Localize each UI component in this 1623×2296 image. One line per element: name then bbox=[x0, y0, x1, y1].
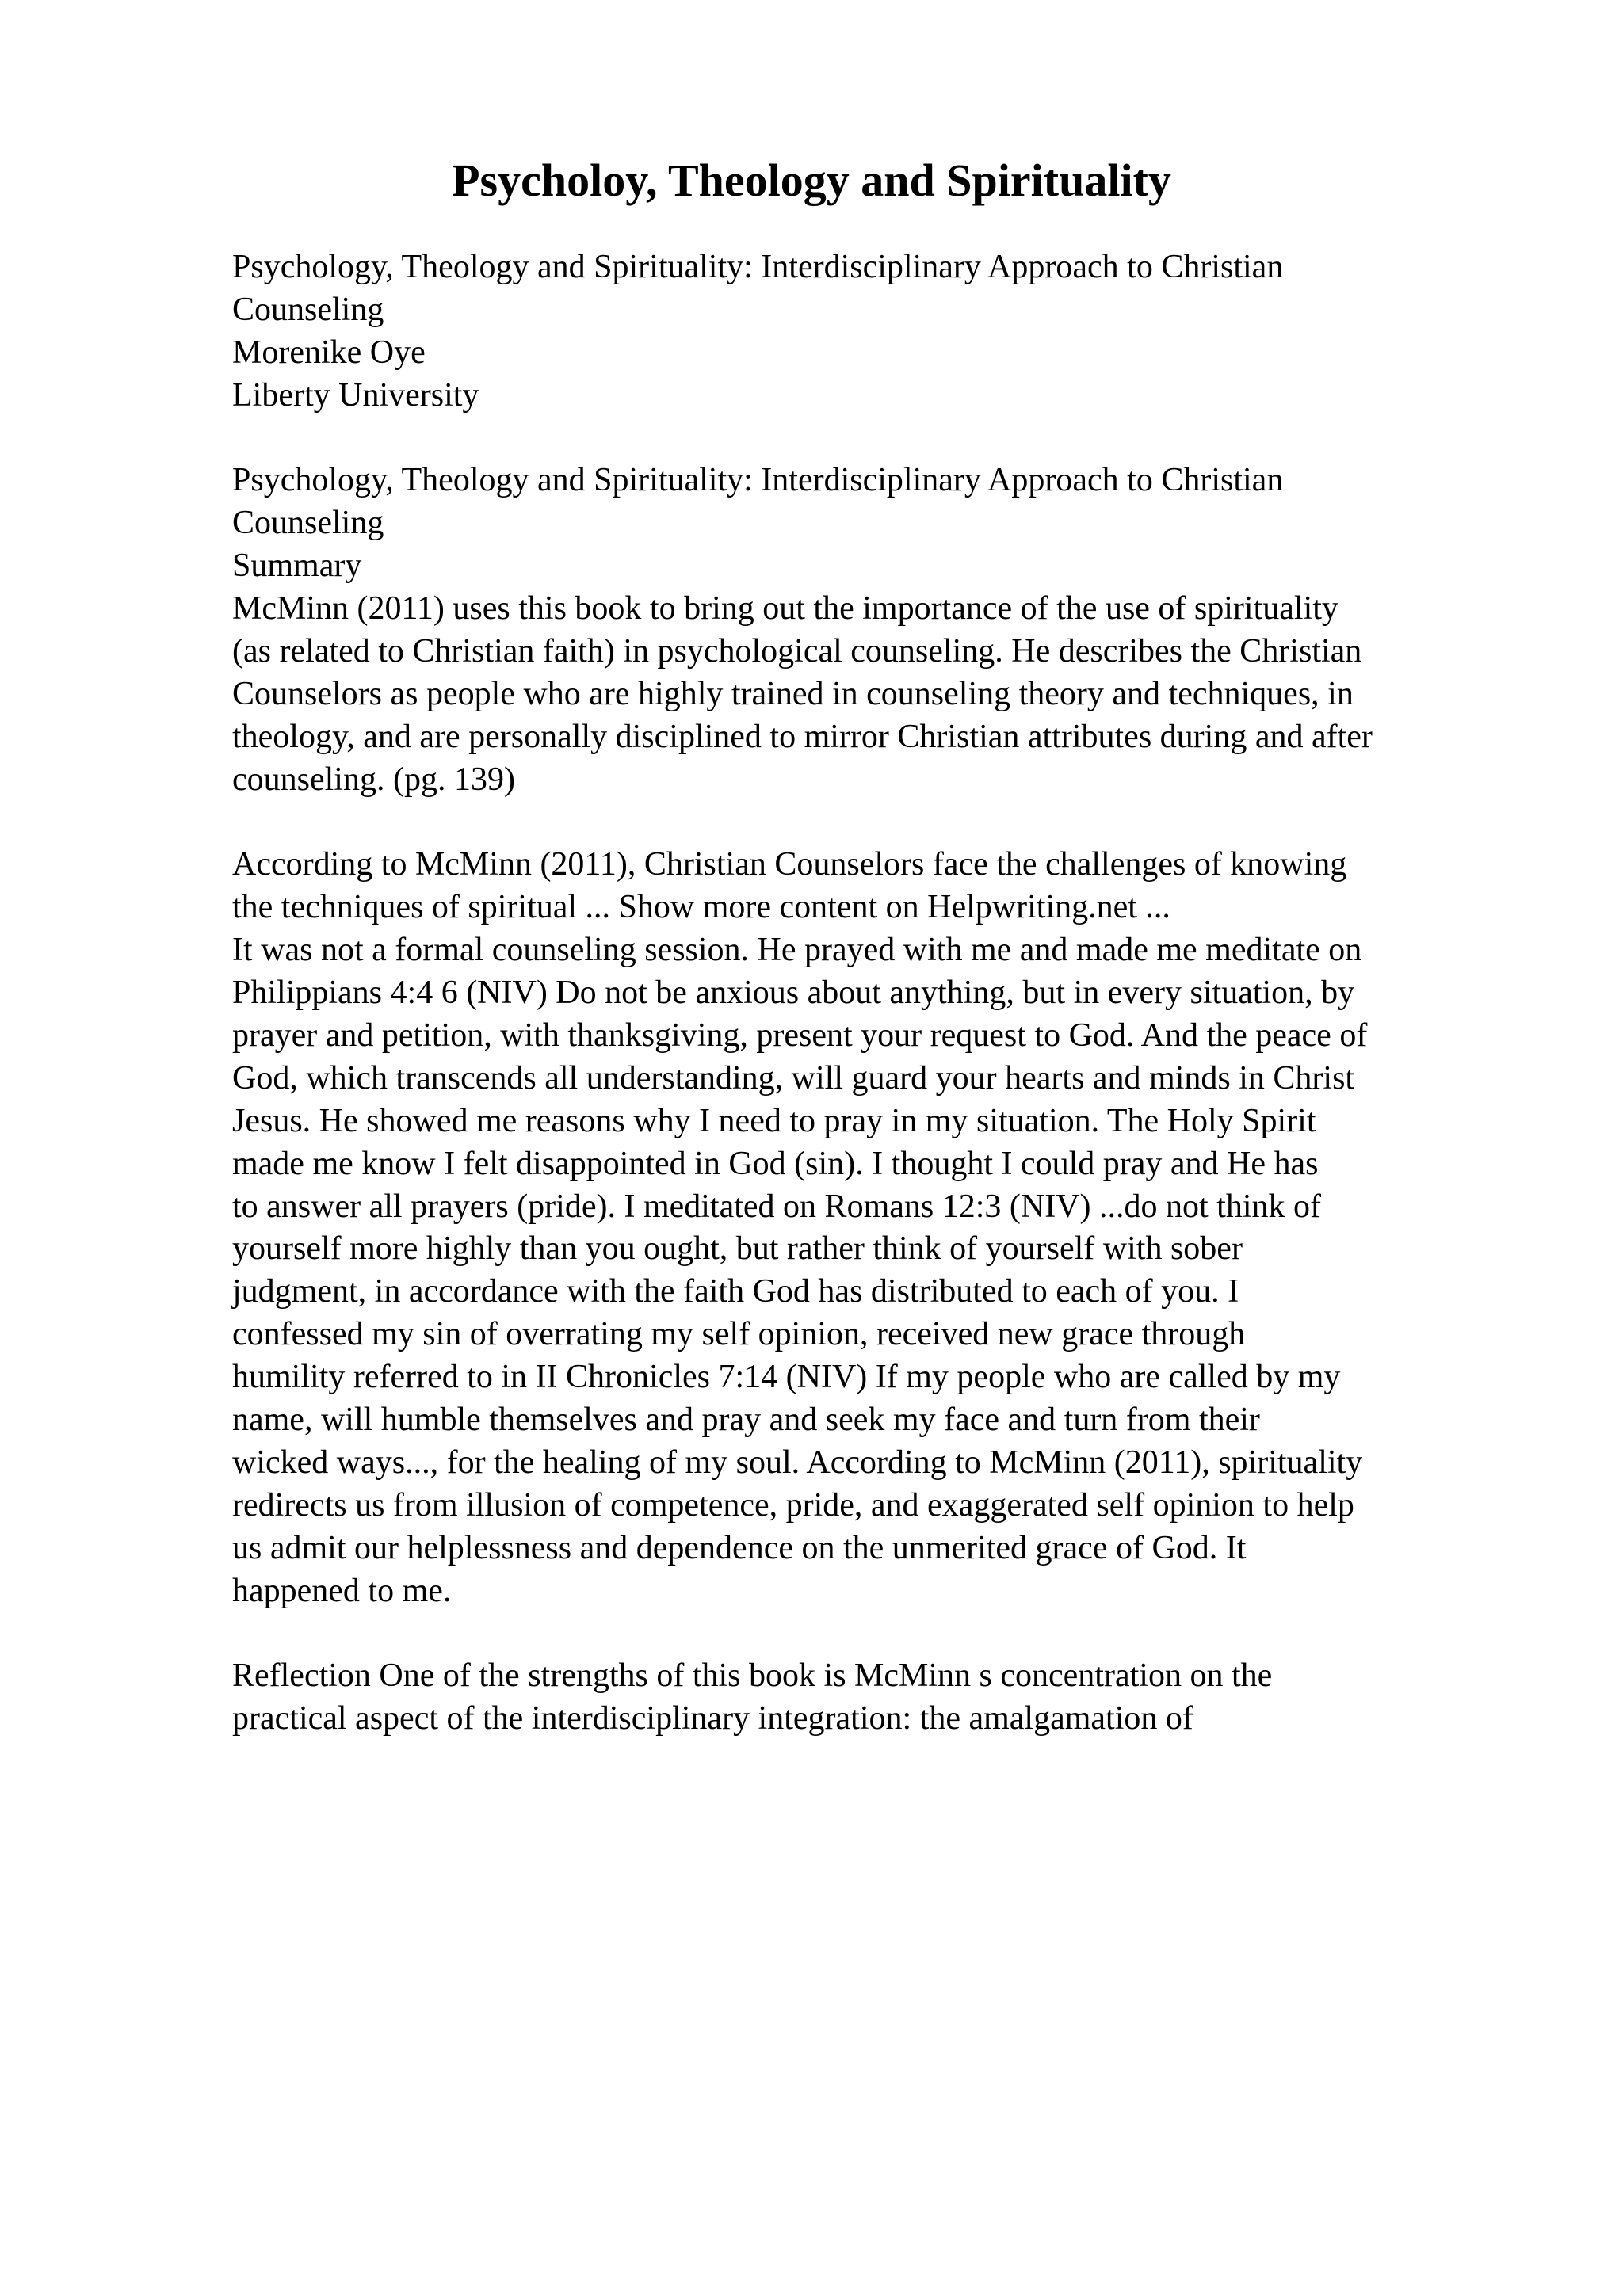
text-line: Summary bbox=[232, 547, 362, 585]
text-line: practical aspect of the interdisciplinary integration: the amalgamation of bbox=[232, 1700, 1193, 1737]
text-line: God, which transcends all understanding, will guard your hearts and minds in Christ bbox=[232, 1059, 1355, 1097]
text-line: Counselors as people who are highly trained in counseling theory and techniques, in bbox=[232, 675, 1354, 712]
text-line: Psychology, Theology and Spirituality: Interdisciplinary Approach to Christian bbox=[232, 462, 1284, 499]
text-line: prayer and petition, with thanksgiving, present your request to God. And the peace of bbox=[232, 1017, 1368, 1055]
text-line: Morenike Oye bbox=[232, 334, 426, 371]
text-line: yourself more highly than you ought, but rather think of yourself with sober bbox=[232, 1230, 1243, 1268]
text-line: confessed my sin of overrating my self opinion, received new grace through bbox=[232, 1316, 1246, 1353]
document-body bbox=[232, 246, 1579, 1741]
text-line: wicked ways..., for the healing of my soul. According to McMinn (2011), spirituality bbox=[232, 1444, 1363, 1481]
text-line: us admit our helplessness and dependence on the unmerited grace of God. It bbox=[232, 1529, 1247, 1566]
text-line: judgment, in accordance with the faith God has distributed to each of you. I bbox=[232, 1273, 1239, 1310]
text-line: to answer all prayers (pride). I meditated on Romans 12:3 (NIV) ...do not think of bbox=[232, 1188, 1322, 1225]
text-line: made me know I felt disappointed in God (sin). I thought I could pray and He has bbox=[232, 1145, 1319, 1182]
paragraph-gap bbox=[232, 418, 1579, 460]
text-line: It was not a formal counseling session. He prayed with me and made me meditate on bbox=[232, 932, 1362, 969]
text-line: McMinn (2011) uses this book to bring out the importance of the use of spirituality bbox=[232, 590, 1338, 627]
text-line: counseling. (pg. 139) bbox=[232, 761, 515, 798]
text-line: name, will humble themselves and pray and seek my face and turn from their bbox=[232, 1402, 1260, 1439]
text-line: Reflection One of the strengths of this book is McMinn s concentration on the bbox=[232, 1657, 1273, 1695]
text-line: happened to me. bbox=[232, 1572, 452, 1609]
text-line: According to McMinn (2011), Christian Counselors face the challenges of knowing bbox=[232, 846, 1347, 883]
document-title: Psycholoy, Theology and Spirituality bbox=[452, 154, 1171, 206]
paragraph-gap bbox=[232, 1613, 1579, 1656]
text-line: humility referred to in II Chronicles 7:14 (NIV) If my people who are called by my bbox=[232, 1359, 1341, 1396]
text-line: theology, and are personally disciplined to mirror Christian attributes during and after bbox=[232, 718, 1373, 755]
text-line: Philippians 4:4 6 (NIV) Do not be anxious about anything, but in every situation, by bbox=[232, 974, 1355, 1012]
paragraph-gap bbox=[232, 802, 1579, 845]
text-line: Counseling bbox=[232, 291, 384, 328]
text-line: (as related to Christian faith) in psychological counseling. He describes the Christian bbox=[232, 633, 1362, 670]
text-line: Jesus. He showed me reasons why I need to pray in my situation. The Holy Spirit bbox=[232, 1102, 1316, 1139]
text-line: Liberty University bbox=[232, 376, 479, 414]
text-line: Counseling bbox=[232, 505, 384, 542]
text-line: Psychology, Theology and Spirituality: Interdisciplinary Approach to Christian bbox=[232, 249, 1284, 285]
text-line: redirects us from illusion of competence, pride, and exaggerated self opinion to help bbox=[232, 1486, 1354, 1524]
text-line: the techniques of spiritual ... Show more content on Helpwriting.net ... bbox=[232, 889, 1170, 926]
